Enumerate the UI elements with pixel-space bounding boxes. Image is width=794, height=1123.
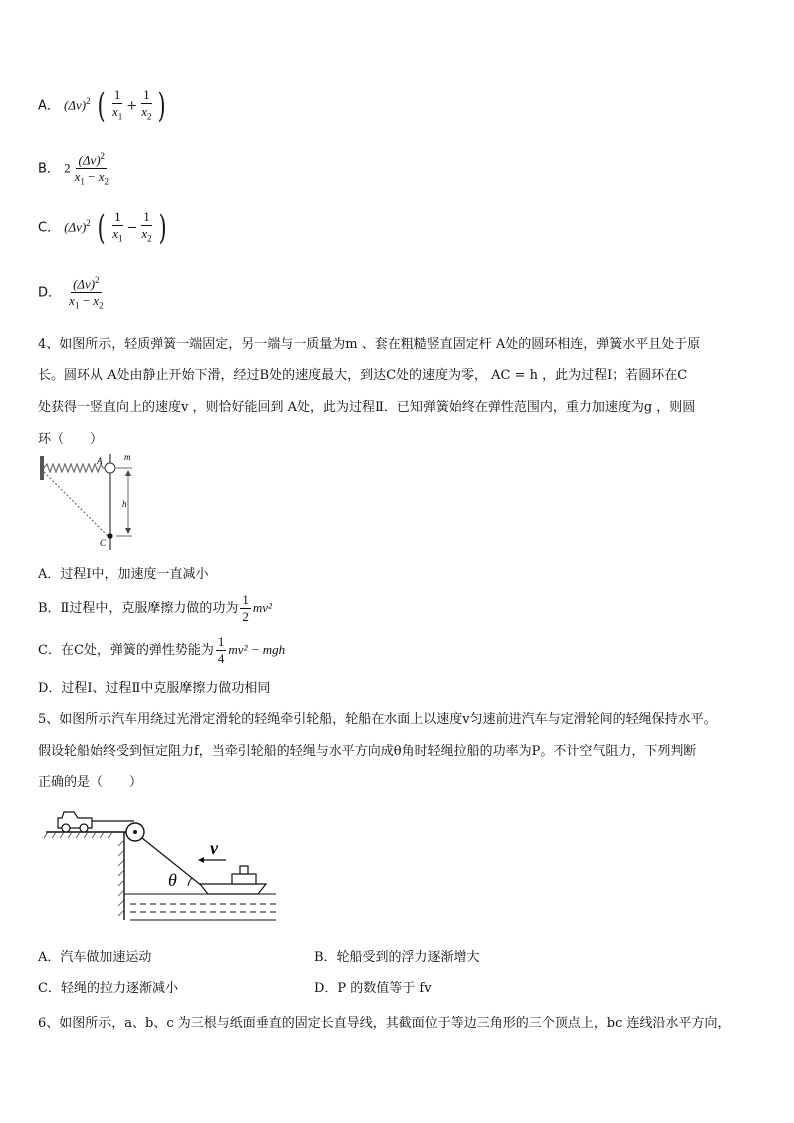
q5-boat-figure [44, 806, 280, 926]
car [58, 812, 92, 832]
water [124, 894, 276, 920]
q4-option-d: D．过程Ⅰ、过程Ⅱ中克服摩擦力做功相同 [38, 681, 271, 696]
dashed-line [44, 472, 108, 536]
q5-stem-line-1: 5、如图所示汽车用绕过光滑定滑轮的轻绳牵引轮船，轮船在水面上以速度v匀速前进汽车与定滑轮间的轻绳保持水平。 [38, 712, 717, 727]
label-m: m [124, 452, 131, 462]
point-c [107, 533, 112, 538]
wall [40, 456, 44, 480]
option-label: B． [38, 161, 60, 177]
q4-option-b: B．Ⅱ过程中，克服摩擦力做的功为 $\frac{1}{2}$ mv² [38, 592, 272, 624]
q5-stem-line-3: 正确的是（ ） [38, 775, 143, 790]
q3-option-b: B． 2 $\frac{(\Delta v)^2}{x_1 - x_2}$ [38, 148, 113, 190]
label-c: C [100, 538, 107, 548]
option-label: A． [38, 98, 60, 114]
q4-stem-line-4: 环（ ） [38, 432, 104, 447]
boat [200, 866, 266, 894]
q5-option-d: D．P 的数值等于 fv [314, 981, 432, 996]
q3-option-c: C． $(\Delta v)^2$ ( $\frac{1}{x_1}$ − $\frac{1}{x_2}$ ) [38, 208, 167, 248]
q5-option-a: A．汽车做加速运动 [38, 950, 152, 965]
q4-option-c: C．在C处，弹簧的弹性势能为 $\frac{1}{4}$ mv² − mgh [38, 634, 286, 666]
q5-option-c: C．轻绳的拉力逐渐减小 [38, 981, 178, 996]
q5-option-b: B．轮船受到的浮力逐渐增大 [314, 950, 480, 965]
label-h: h [122, 499, 127, 509]
q4-option-a: A．过程Ⅰ中，加速度一直减小 [38, 567, 209, 582]
q6-stem-line-1: 6、如图所示，a、b、c 为三根与纸面垂直的固定长直导线，其截面位于等边三角形的三个顶点上，bc 连线沿水平方向， [38, 1016, 731, 1031]
q3-option-a: A． $(\Delta v)^2$ ( $\frac{1}{x_1}$ + $\frac{1}{x_2}$ ) [38, 86, 167, 126]
q4-stem-line-3: 处获得一竖直向上的速度v ，则恰好能回到 A处，此为过程Ⅱ．已知弹簧始终在弹性范围内，重力加速度为g ，则圆 [38, 400, 696, 415]
option-label: C． [38, 220, 61, 236]
label-theta: θ [168, 870, 177, 890]
ring-a [105, 463, 115, 473]
q4-spring-figure [36, 450, 146, 560]
q4-stem-line-1: 4、如图所示，轻质弹簧一端固定，另一端与一质量为m 、套在粗糙竖直固定杆 A处的圆环相连，弹簧水平且处于原 [38, 337, 701, 352]
q4-stem-line-2: 长。圆环从 A处由静止开始下滑，经过B处的速度最大，到达C处的速度为零， AC = h ，此为过程Ⅰ；若圆环在C [38, 368, 688, 383]
label-a: A [97, 456, 103, 466]
delta-v: (Δv) [64, 97, 87, 113]
label-v: v [210, 838, 218, 858]
q5-stem-line-2: 假设轮船始终受到恒定阻力f，当牵引轮船的轻绳与水平方向成θ角时轻绳拉船的功率为P。不计空气阻力，下列判断 [38, 744, 697, 759]
q3-option-d: D． $\frac{(\Delta v)^2}{x_1 - x_2}$ [38, 272, 108, 314]
option-label: D． [38, 285, 62, 301]
